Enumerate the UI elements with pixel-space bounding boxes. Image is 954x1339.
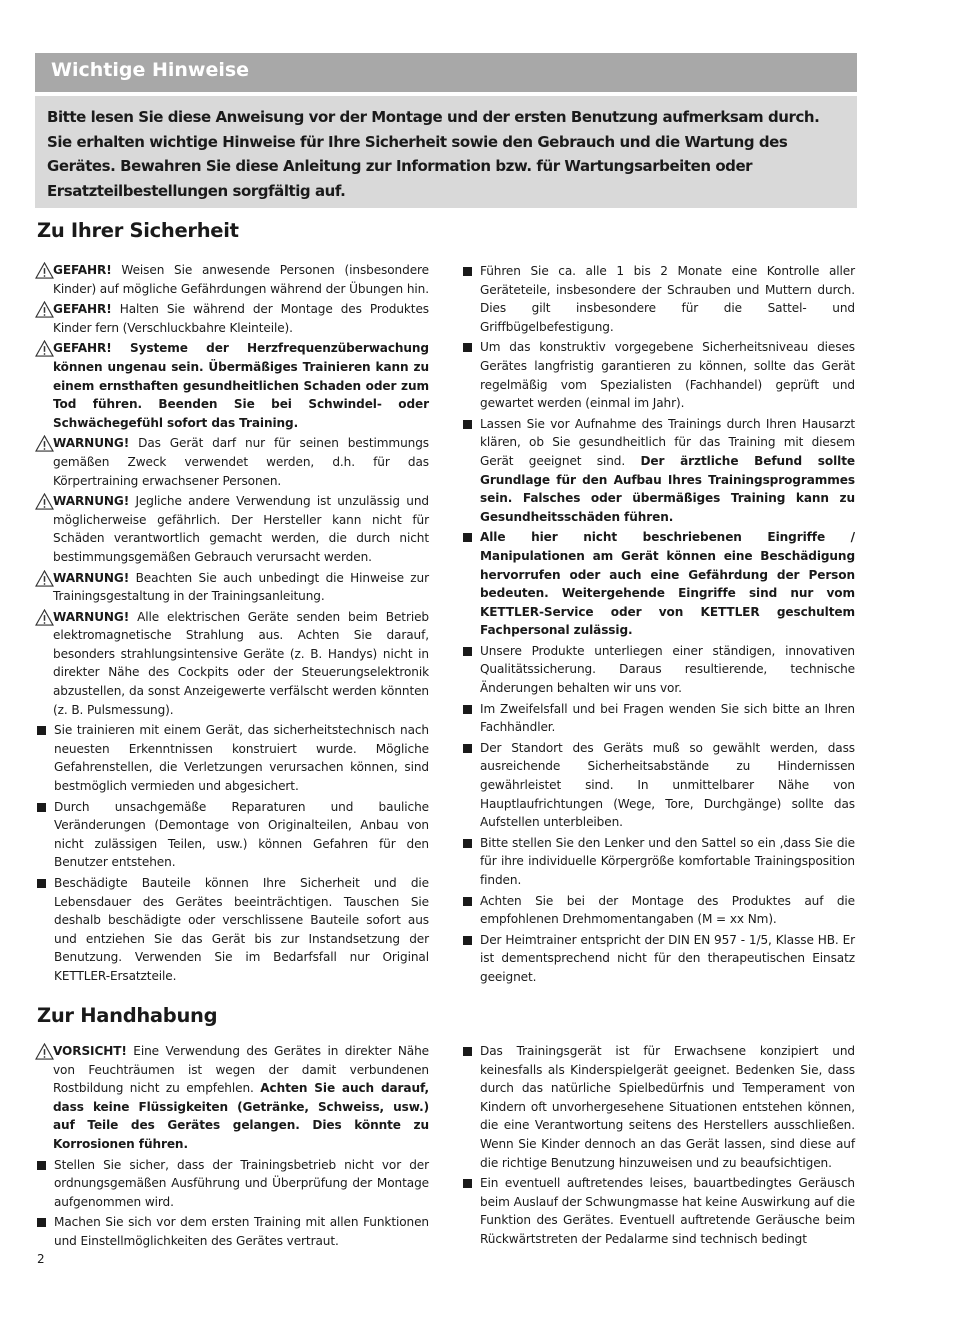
list-item xyxy=(461,1174,855,1248)
bullet-square-icon xyxy=(37,726,46,735)
bullet-square-icon xyxy=(463,1047,472,1056)
warning-triangle-icon xyxy=(35,1043,54,1060)
list-item xyxy=(461,834,855,890)
bullet-square-icon xyxy=(463,420,472,429)
list-item xyxy=(461,892,855,929)
warning-item xyxy=(35,1042,429,1154)
handling-heading: Zur Handhabung xyxy=(37,1004,218,1027)
item-text: Weisen Sie anwesende Personen (insbesondere Kinder) auf mögliche Gefährdungen während der Übungen hin. xyxy=(53,263,429,296)
item-text: Achten Sie bei der Montage des Produktes auf die empfohlenen Drehmomentangaben (M = xx Nm). xyxy=(480,893,855,927)
warning-triangle-icon xyxy=(35,262,54,279)
warning-triangle-icon xyxy=(35,435,54,452)
item-text: Jegliche andere Verwendung ist unzulässig und möglicherweise gefährlich. Der Hersteller kann nicht für Schäden verantwortlich gemacht werden, die durch nicht bestimmungsgemäßen Gebrauch verursacht werden. xyxy=(53,494,429,564)
list-item xyxy=(35,1156,429,1212)
item-text: Lassen Sie vor Aufnahme des Trainings durch Ihren Hausarzt klären, ob Sie gesundheitlich für das Training mit diesem Gerät geeignet sind. xyxy=(480,416,855,468)
warning-item xyxy=(35,569,429,606)
list-item xyxy=(461,528,855,640)
list-item xyxy=(461,642,855,698)
page-title: Wichtige Hinweise xyxy=(51,59,250,81)
list-item xyxy=(461,262,855,336)
warning-label: WARNUNG! xyxy=(53,436,130,451)
item-text: Halten Sie während der Montage des Produktes Kinder fern (Verschluckbahre Kleinteile). xyxy=(53,302,429,335)
item-text: Unsere Produkte unterliegen einer ständigen, innovativen Qualitätssicherung. Daraus resultierende, technische Änderungen behalten wir uns vor. xyxy=(480,643,855,696)
warning-triangle-icon xyxy=(35,609,54,626)
handling-left-column xyxy=(35,1042,429,1253)
list-item xyxy=(461,338,855,412)
section-header-bar xyxy=(35,53,857,92)
list-item xyxy=(461,700,855,737)
item-bold-text: Systeme der Herzfrequenzüberwachung können ungenau sein. Übermäßiges Trainieren kann zu einem ernsthaften gesundheitlichen Schaden oder zum Tod führen. Beenden Sie bei Schwindel- oder Schwächegefühl sofort das Training. xyxy=(53,341,429,430)
warning-item xyxy=(35,434,429,490)
intro-box xyxy=(35,96,857,208)
item-text: Das Trainingsgerät ist für Erwachsene konzipiert und keinesfalls als Kinderspielgerät geeignet. Bedenken Sie, dass durch das natürliche Spielbedürfnis und Temperament von Kindern oft unvorhergesehene Situationen entstehen können, die eine Verantwortung seitens des Herstellers ausschließen. Wenn Sie Kinder dennoch an das Gerät lassen, sind diese auf die richtige Benutzung hinzuweisen und zu beaufsichtigen. xyxy=(480,1044,855,1170)
bullet-square-icon xyxy=(463,744,472,753)
item-text: Das Gerät darf nur für seinen bestimmungs gemäßen Zweck verwendet werden, d.h. für das Körpertraining erwachsener Personen. xyxy=(53,436,429,488)
item-text: Sie trainieren mit einem Gerät, das sicherheitstechnisch nach neuesten Erkenntnissen konstruiert wurde. Mögliche Gefahrenstellen, die Verletzungen verursachen können, sind bestmöglich vermieden und abgesichert. xyxy=(54,723,429,794)
bullet-square-icon xyxy=(463,533,472,542)
safety-right-column xyxy=(461,262,855,989)
handling-right-column xyxy=(461,1042,855,1251)
list-item xyxy=(461,1042,855,1172)
bullet-square-icon xyxy=(37,803,46,812)
warning-item xyxy=(35,608,429,720)
item-text: Ein eventuell auftretendes leises, bauartbedingtes Geräusch beim Auslauf der Schwungmasse hat keine Auswirkung auf die Funktion des Gerätes. Eventuell auftretende Geräusche beim Rückwärtstreten der Pedalarme sind technisch bedingt xyxy=(480,1176,855,1246)
warning-label: WARNUNG! xyxy=(53,609,130,624)
bullet-square-icon xyxy=(463,897,472,906)
item-text: Alle elektrischen Geräte senden beim Betrieb elektromagnetische Strahlung aus. Achten Sie darauf, besonders strahlungsintensive Geräte (z. B. Handys) nicht in direkter Nähe des Cockpits oder der Steuerungselektronik abzustellen, da sonst Anzeigewerte verfälscht werden könnten (z. B. Pulsmessung). xyxy=(53,609,429,717)
item-text: Um das konstruktiv vorgegebene Sicherheitsniveau dieses Gerätes langfristig garantieren zu können, sollte das Gerät regelmäßig vom Spezialisten (Fachhandel) geprüft und gewartet werden (einmal im Jahr). xyxy=(480,340,855,411)
bullet-square-icon xyxy=(463,936,472,945)
bullet-square-icon xyxy=(37,1161,46,1170)
bullet-square-icon xyxy=(37,1218,46,1227)
item-text: Im Zweifelsfall und bei Fragen wenden Sie sich bitte an Ihren Fachhändler. xyxy=(480,701,855,735)
bullet-square-icon xyxy=(463,647,472,656)
item-bold-text: Alle hier nicht beschriebenen Eingriffe / Manipulationen am Gerät können eine Beschädigung hervorrufen oder auch eine Gefährdung der Person bedeuten. Weitergehende Eingriffe sind nur vom KETTLER-Service oder von KETTLER geschultem Fachpersonal zulässig. xyxy=(480,530,855,638)
warning-triangle-icon xyxy=(35,301,54,318)
list-item xyxy=(35,874,429,986)
list-item xyxy=(461,931,855,987)
item-text: Führen Sie ca. alle 1 bis 2 Monate eine Kontrolle aller Geräteteile, insbesondere der Schrauben und Muttern durch. Dies gilt insbesondere für die Sattel- und Griffbügelbefestigung. xyxy=(480,264,855,334)
warning-item xyxy=(35,300,429,337)
item-text: Durch unsachgemäße Reparaturen und bauliche Veränderungen (Demontage von Originalteilen, Anbau von nicht zulässigen Teilen, usw.) können Gefahren für den Benutzer entstehen. xyxy=(54,799,429,870)
list-item xyxy=(461,739,855,832)
list-item xyxy=(35,798,429,872)
item-text: Beschädigte Bauteile können Ihre Sicherheit und die Lebensdauer des Gerätes beeinträchtigen. Tauschen Sie deshalb beschädigte oder verschlissene Bauteile sofort aus und entziehen Sie das Gerät bis zur Instandsetzung der Benutzung. Verwenden Sie im Bedarfsfall nur Original KETTLER-Ersatzteile. xyxy=(54,876,429,983)
list-item xyxy=(35,1213,429,1250)
warning-label: GEFAHR! xyxy=(53,302,112,317)
warning-label: GEFAHR! xyxy=(53,263,112,277)
intro-text: Bitte lesen Sie diese Anweisung vor der Montage und der ersten Benutzung aufmerksam durch. Sie erhalten wichtige Hinweise für Ihre Sicherheit sowie den Gebrauch und die Wartung des Gerätes. Bewahren Sie diese Anleitung zur Information bzw. für Wartungsarbeiten oder Ersatzteilbestellungen sorgfältig auf. xyxy=(47,108,820,200)
safety-left-column xyxy=(35,261,429,988)
warning-triangle-icon xyxy=(35,570,54,587)
bullet-square-icon xyxy=(463,1179,472,1188)
warning-item xyxy=(35,339,429,432)
item-text: Bitte stellen Sie den Lenker und den Sattel so ein ,dass Sie die für ihre individuelle Körpergröße komfortable Trainingsposition finden. xyxy=(480,835,855,887)
warning-label: GEFAHR! xyxy=(53,341,112,356)
bullet-square-icon xyxy=(463,705,472,714)
warning-item xyxy=(35,261,429,298)
item-bold-text: Achten Sie auch darauf, dass keine Flüssigkeiten (Getränke, Schweiss, usw.) auf Teile des Gerätes gelangen. Dies könnte zu Korrosionen führen. xyxy=(53,1081,429,1151)
warning-label: WARNUNG! xyxy=(53,494,130,509)
warning-item xyxy=(35,492,429,566)
item-text: Der Heimtrainer entspricht der DIN EN 957 - 1/5, Klasse HB. Er ist dementsprechend nicht für den therapeutischen Einsatz geeignet. xyxy=(480,932,855,984)
item-text: Eine Verwendung des Gerätes in direkter Nähe von Feuchträumen ist wegen der damit verbundenen Rostbildung nicht zu empfehlen. xyxy=(53,1044,429,1096)
warning-triangle-icon xyxy=(35,493,54,510)
item-text: Machen Sie sich vor dem ersten Training mit allen Funktionen und Einstellmöglichkeiten des Gerätes vertraut. xyxy=(54,1215,429,1248)
item-bold-text: Der ärztliche Befund sollte Grundlage für den Aufbau Ihres Trainingsprogrammes sein. Falsches oder übermäßiges Training kann zu Gesundheitsschäden führen. xyxy=(480,453,855,524)
page-number: 2 xyxy=(37,1252,45,1266)
item-text: Beachten Sie auch unbedingt die Hinweise zur Trainingsgestaltung in der Trainingsanleitung. xyxy=(53,570,429,604)
bullet-square-icon xyxy=(37,879,46,888)
bullet-square-icon xyxy=(463,839,472,848)
warning-label: WARNUNG! xyxy=(53,570,130,585)
item-text: Stellen Sie sicher, dass der Trainingsbetrieb nicht vor der ordnungsgemäßen Ausführung und Überprüfung der Montage aufgenommen wird. xyxy=(54,1157,429,1209)
list-item xyxy=(461,415,855,527)
safety-heading: Zu Ihrer Sicherheit xyxy=(37,219,239,242)
warning-triangle-icon xyxy=(35,340,54,357)
item-text: Der Standort des Geräts muß so gewählt werden, dass ausreichende Sicherheitsabstände zu Hindernissen gewährleistet sind. In unmittelbarer Nähe von Hauptlaufrichtungen (Wege, Tore, Durchgänge) sollte das Aufstellen unterbleiben. xyxy=(480,740,855,830)
bullet-square-icon xyxy=(463,267,472,276)
warning-label: VORSICHT! xyxy=(53,1044,127,1058)
list-item xyxy=(35,721,429,795)
bullet-square-icon xyxy=(463,343,472,352)
